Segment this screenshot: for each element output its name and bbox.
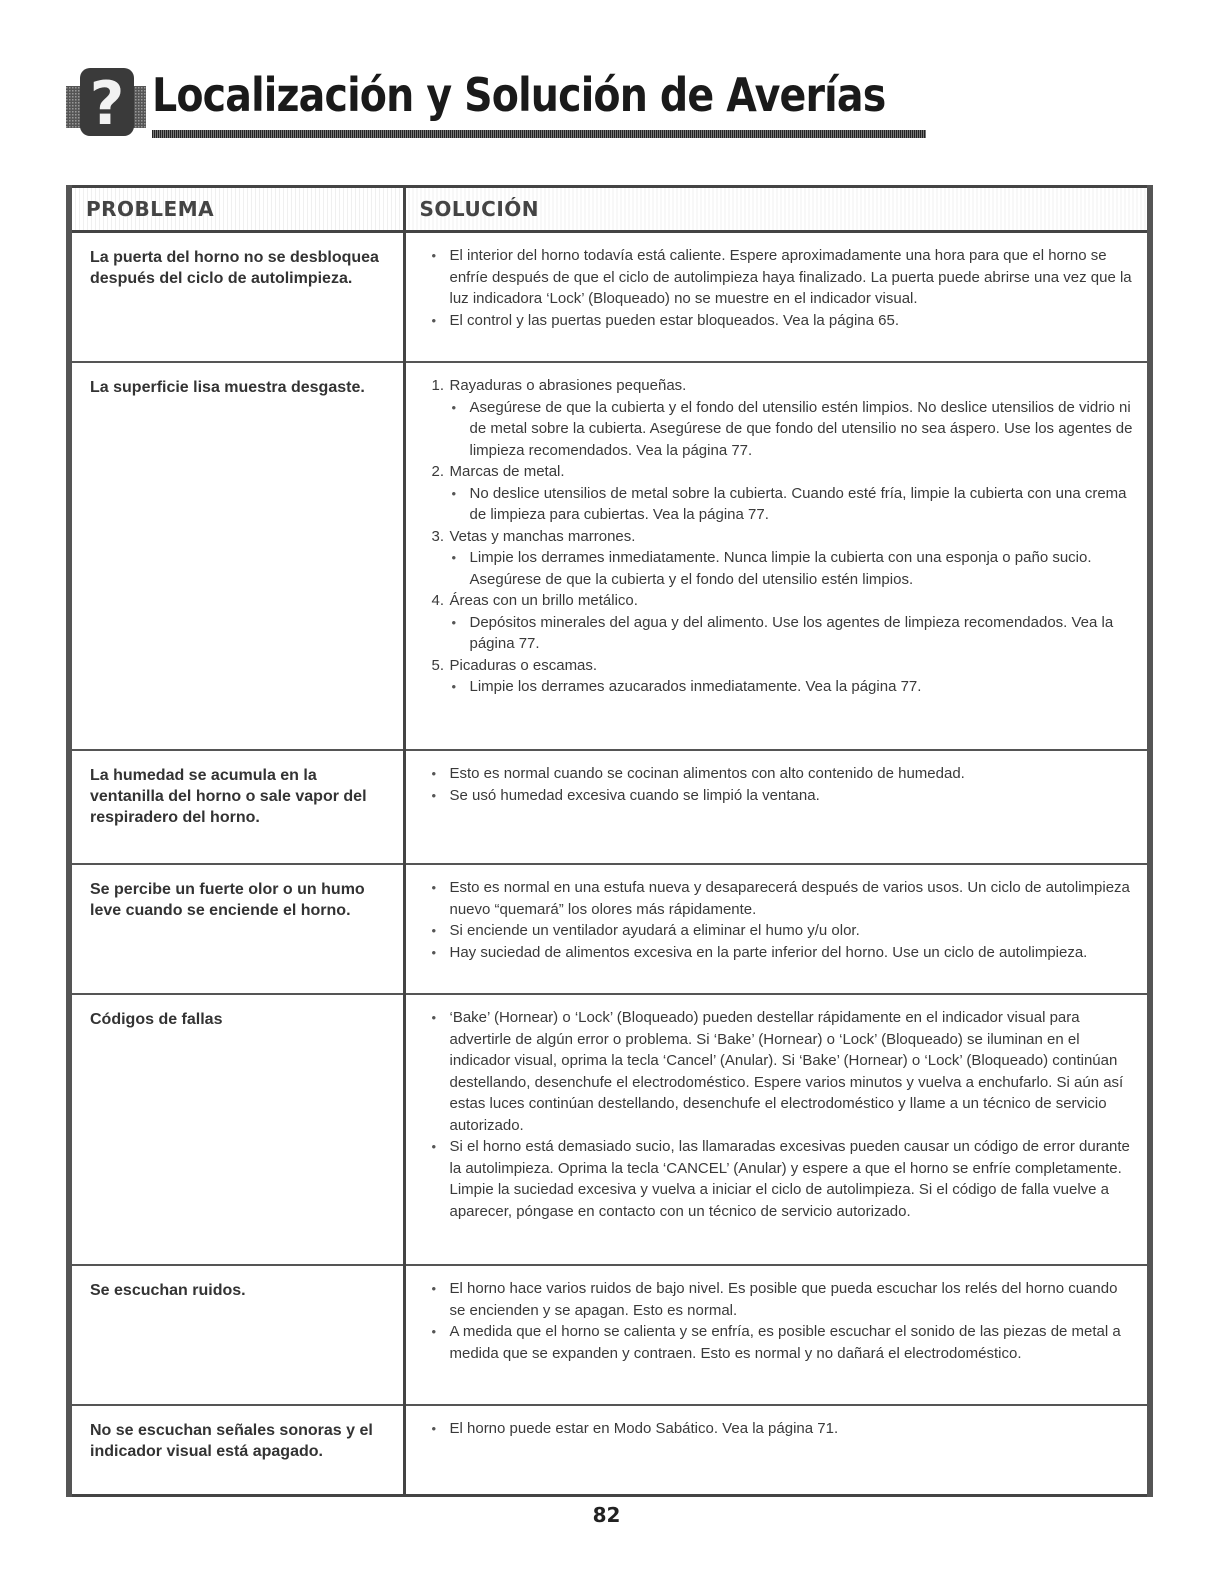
solution-bullet: • No deslice utensilios de metal sobre la cubierta. Cuando esté fría, limpie la cubierta con una crema de limpieza para cubiertas. Vea la página 77. [452, 483, 1138, 526]
table-row [69, 232, 1150, 363]
solution-bullet: • Limpie los derrames azucarados inmediatamente. Vea la página 77. [452, 676, 1138, 698]
item-number: 3. [431, 527, 445, 545]
problem-cell: La superficie lisa muestra desgaste. [69, 362, 404, 750]
table-row [69, 362, 1150, 750]
question-mark-icon [66, 66, 146, 138]
item-number: 1. [431, 377, 445, 394]
table-row [69, 994, 1150, 1265]
problem-cell: La puerta del horno no se desbloquea después del ciclo de autolimpieza. [69, 232, 404, 363]
solution-bullet: • Se usó humedad excesiva cuando se limpió la ventana. [432, 785, 1138, 807]
solution-bullet: • Esto es normal en una estufa nueva y desaparecerá después de varios usos. Un ciclo de autolimpieza nuevo “quemará” los olores más rápidamente. [432, 877, 1138, 920]
solution-cell [404, 864, 1150, 994]
numbered-item [432, 461, 1138, 526]
item-text: Marcas de metal. [449, 463, 565, 480]
item-text: Rayaduras o abrasiones pequeñas. [449, 377, 687, 394]
table-header-row [69, 187, 1150, 232]
problem-cell: La humedad se acumula en la ventanilla del horno o sale vapor del respiradero del horno. [69, 750, 404, 864]
table-row [69, 1265, 1150, 1405]
problem-cell: Códigos de fallas [69, 994, 404, 1265]
solution-bullet: • Si el horno está demasiado sucio, las llamaradas excesivas pueden causar un código de error durante la autolimpieza. Oprima la tecla ‘CANCEL’ (Anular) y espere a que el horno se enfríe completamente. Limpie la suciedad excesiva y vuelva a iniciar el ciclo de autolimpieza. Si el código de falla vuelve a aparecer, póngase en contacto con un técnico de servicio autorizado. [432, 1136, 1138, 1222]
solution-cell [404, 362, 1150, 750]
solution-bullet: • Hay suciedad de alimentos excesiva en la parte inferior del horno. Use un ciclo de autolimpieza. [432, 942, 1138, 964]
numbered-item [432, 375, 1138, 461]
problem-cell: Se escuchan ruidos. [69, 1265, 404, 1405]
troubleshooting-table [66, 185, 1153, 1497]
item-number: 4. [431, 592, 445, 609]
item-text: Áreas con un brillo metálico. [449, 592, 638, 609]
problem-column-header: PROBLEMA [69, 187, 404, 232]
solution-column-header: SOLUCIÓN [404, 187, 1150, 232]
item-text: Picaduras o escamas. [449, 656, 598, 674]
table-row [69, 864, 1150, 994]
numbered-item [432, 526, 1138, 591]
page-number: 82 [592, 1503, 621, 1527]
solution-bullet: • Limpie los derrames inmediatamente. Nunca limpie la cubierta con una esponja o paño sucio. Asegúrese de que la cubierta y el fondo del utensilio estén limpios. [452, 547, 1138, 590]
problem-cell: Se percibe un fuerte olor o un humo leve cuando se enciende el horno. [69, 864, 404, 994]
solution-cell [404, 994, 1150, 1265]
svg-text:?: ? [89, 69, 125, 138]
solution-bullet: • A medida que el horno se calienta y se enfría, es posible escuchar el sonido de las piezas de metal a medida que se expanden y contraen. Esto es normal y no dañará el electrodoméstico. [432, 1321, 1138, 1364]
solution-bullet: • Si enciende un ventilador ayudará a eliminar el humo y/u olor. [432, 920, 1138, 942]
title-underline [152, 130, 926, 138]
table-row [69, 1405, 1150, 1496]
solution-bullet: • El interior del horno todavía está caliente. Espere aproximadamente una hora para que el horno se enfríe después de que el ciclo de autolimpieza haya finalizado. La puerta puede abrirse una vez que la luz indicadora ‘Lock’ (Bloqueado) no se muestre en el indicador visual. [432, 245, 1138, 310]
problem-cell: No se escuchan señales sonoras y el indicador visual está apagado. [69, 1405, 404, 1496]
solution-bullet: • El horno hace varios ruidos de bajo nivel. Es posible que pueda escuchar los relés del horno cuando se encienden y se apagan. Esto es normal. [432, 1278, 1138, 1321]
numbered-item [432, 590, 1138, 655]
solution-bullet: • ‘Bake’ (Hornear) o ‘Lock’ (Bloqueado) pueden destellar rápidamente en el indicador visual para advertirle de algún error o problema. Si ‘Bake’ (Hornear) o ‘Lock’ (Bloqueado) se iluminan en el indicador visual, oprima la tecla ‘Cancel’ (Anular). Si ‘Bake’ (Hornear) o ‘Lock’ (Bloqueado) continúan destellando, desenchufe el electrodoméstico. Espere varios minutos y vuelva a enchufarlo. Si aún así estas luces continúan destellando, desenchufe el electrodoméstico y llame a un técnico de servicio autorizado. [432, 1007, 1138, 1136]
solution-bullet: • El control y las puertas pueden estar bloqueados. Vea la página 65. [432, 310, 1138, 332]
solution-cell [404, 1405, 1150, 1496]
solution-bullet: • Depósitos minerales del agua y del alimento. Use los agentes de limpieza recomendados. Vea la página 77. [452, 612, 1138, 655]
numbered-item [432, 655, 1138, 698]
solution-cell [404, 750, 1150, 864]
solution-bullet: • Asegúrese de que la cubierta y el fondo del utensilio estén limpios. No deslice utensilios de vidrio ni de metal sobre la cubierta. Asegúrese de que fondo del utensilio no sea áspero. Use los agentes de limpieza recomendados. Vea la página 77. [452, 397, 1138, 462]
solution-cell [404, 232, 1150, 363]
table-row [69, 750, 1150, 864]
item-number: 5. [431, 656, 445, 674]
page-header [66, 66, 886, 156]
item-number: 2. [431, 463, 445, 480]
solution-bullet: • El horno puede estar en Modo Sabático. Vea la página 71. [432, 1418, 1138, 1440]
page-title: Localización y Solución de Averías [152, 68, 886, 122]
item-text: Vetas y manchas marrones. [449, 527, 636, 545]
solution-cell [404, 1265, 1150, 1405]
solution-bullet: • Esto es normal cuando se cocinan alimentos con alto contenido de humedad. [432, 763, 1138, 785]
